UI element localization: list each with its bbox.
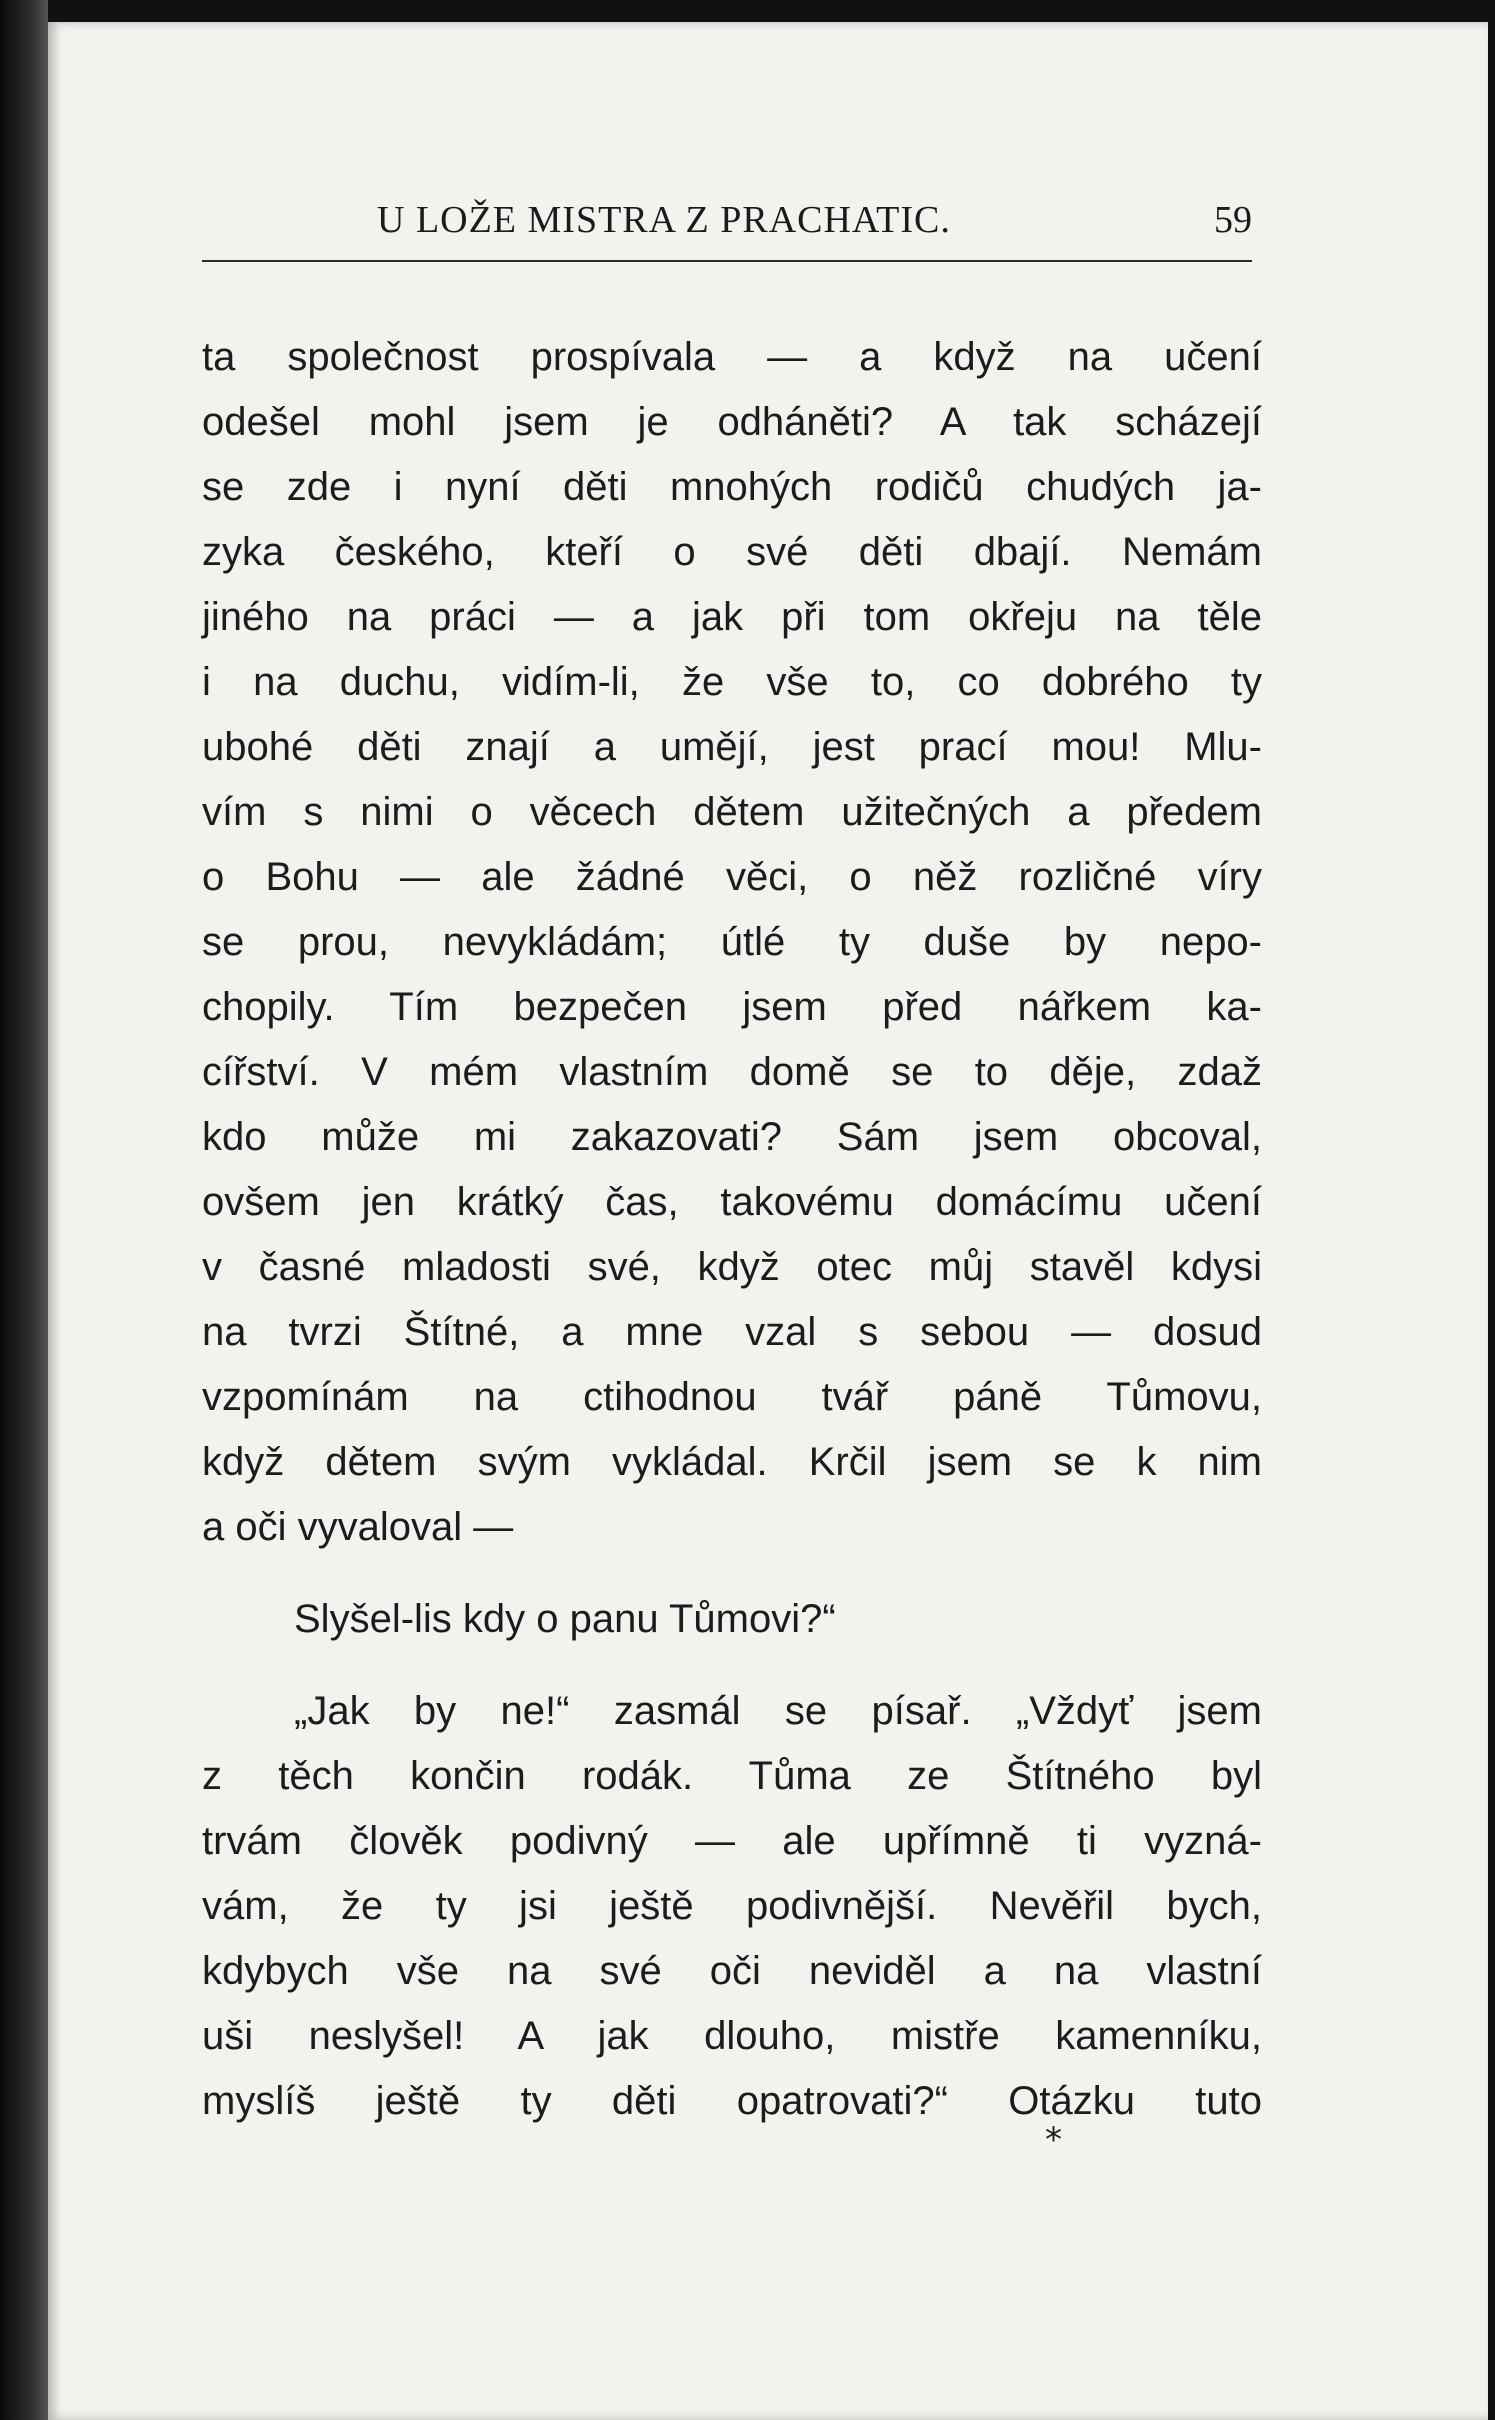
text-line: vám, že ty jsi ještě podivnější. Nevěřil bych, (202, 1884, 1262, 1928)
text-line: kdybych vše na své oči neviděl a na vlastní (202, 1949, 1262, 1993)
text-line: trvám člověk podivný — ale upřímně ti vyzná- (202, 1819, 1262, 1863)
text-line: ovšem jen krátký čas, takovému domácímu učení (202, 1180, 1262, 1224)
paragraph-3 (202, 1679, 1262, 2134)
book-spine-edge (0, 0, 48, 2420)
text-line: v časné mladosti své, když otec můj stavěl kdysi (202, 1245, 1262, 1289)
text-line: kdo může mi zakazovati? Sám jsem obcoval, (202, 1115, 1262, 1159)
signature-mark: * (1045, 2120, 1062, 2160)
text-line: z těch končin rodák. Tůma ze Štítného byl (202, 1754, 1262, 1798)
text-line: chopily. Tím bezpečen jsem před nářkem ka- (202, 985, 1262, 1029)
text-line: vzpomínám na ctihodnou tvář páně Tůmovu, (202, 1375, 1262, 1419)
text-line: cířství. V mém vlastním domě se to děje, zdaž (202, 1050, 1262, 1094)
body-text (202, 325, 1262, 2134)
text-line: odešel mohl jsem je odháněti? A tak scházejí (202, 400, 1262, 444)
text-line: uši neslyšel! A jak dlouho, mistře kamenníku, (202, 2014, 1262, 2058)
text-line: ubohé děti znají a umějí, jest prací mou! Mlu- (202, 725, 1262, 769)
text-line: se prou, nevykládám; útlé ty duše by nepo- (202, 920, 1262, 964)
text-line: vím s nimi o věcech dětem užitečných a předem (202, 790, 1262, 834)
running-header (202, 198, 1252, 258)
text-line: o Bohu — ale žádné věci, o něž rozličné víry (202, 855, 1262, 899)
paragraph-2 (202, 1587, 1262, 1652)
text-line: myslíš ještě ty děti opatrovati?“ Otázku tuto (202, 2079, 1262, 2123)
text-line: se zde i nyní děti mnohých rodičů chudých ja- (202, 465, 1262, 509)
text-line: zyka českého, kteří o své děti dbají. Nemám (202, 530, 1262, 574)
text-line: když dětem svým vykládal. Krčil jsem se k nim (202, 1440, 1262, 1484)
text-line: ta společnost prospívala — a když na učení (202, 335, 1262, 379)
paragraph-gap (202, 1560, 1262, 1587)
text-line: na tvrzi Štítné, a mne vzal s sebou — dosud (202, 1310, 1262, 1354)
paragraph-1 (202, 325, 1262, 1560)
text-line: Slyšel-lis kdy o panu Tůmovi?“ (294, 1597, 836, 1641)
paragraph-gap (202, 1652, 1262, 1679)
text-line: jiného na práci — a jak při tom okřeju na těle (202, 595, 1262, 639)
header-rule (202, 260, 1252, 262)
text-line: „Jak by ne!“ zasmál se písař. „Vždyť jsem (294, 1689, 1262, 1733)
text-line: i na duchu, vidím-li, že vše to, co dobrého ty (202, 660, 1262, 704)
page-number: 59 (1214, 199, 1252, 241)
running-title: U LOŽE MISTRA Z PRACHATIC. (377, 199, 951, 241)
text-line: a oči vyvaloval — (202, 1505, 514, 1549)
